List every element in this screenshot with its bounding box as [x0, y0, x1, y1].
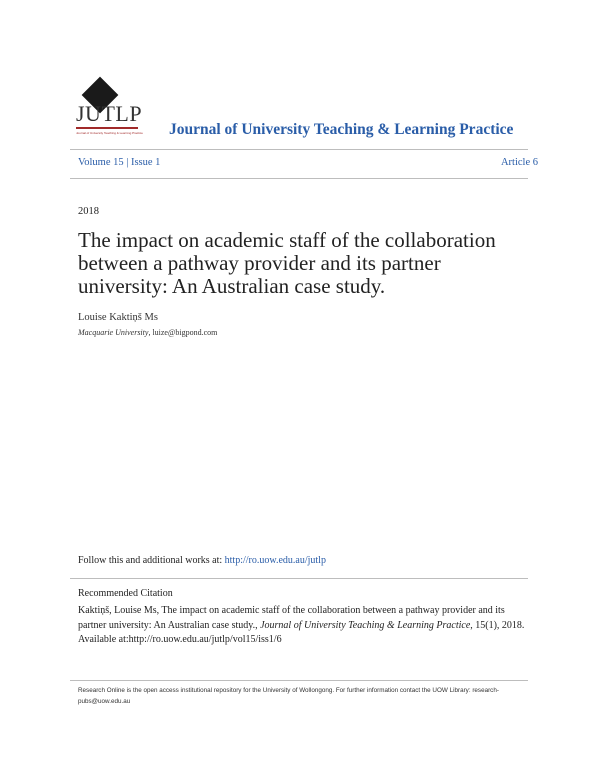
citation-text-after: , 15(1), 2018. — [470, 619, 525, 631]
footer-divider — [70, 680, 528, 681]
citation-divider — [70, 578, 528, 579]
article-number-link[interactable]: Article 6 — [500, 157, 538, 168]
header-divider-bottom — [70, 178, 528, 179]
recommended-citation-heading: Recommended Citation — [78, 588, 173, 599]
citation-text-before: Kaktiņš, Louise Ms, The impact on academic staff of the collaboration between a pathway provider and its partner university: An Australian case study., — [78, 605, 505, 631]
volume-issue-link[interactable]: Volume 15 | Issue 1 — [78, 157, 161, 168]
logo-text: JUTLP — [76, 101, 143, 126]
article-title: The impact on academic staff of the collaboration between a pathway provider and its partner university: An Australian case study. — [78, 228, 496, 298]
citation-text — [78, 604, 528, 648]
journal-title-link[interactable]: Journal of University Teaching & Learning Practice — [169, 121, 514, 138]
logo-subtext: Journal of University Teaching & Learning Practice — [76, 131, 143, 135]
header-divider-top — [70, 149, 528, 150]
affiliation-email: , luize@bigpond.com — [148, 328, 218, 337]
author-name: Louise Kaktiņš Ms — [78, 312, 158, 323]
follow-line — [78, 555, 326, 566]
citation-journal: Journal of University Teaching & Learning Practice — [260, 619, 471, 631]
author-affiliation — [78, 328, 217, 337]
publication-year: 2018 — [78, 206, 99, 217]
follow-text: Follow this and additional works at: — [78, 555, 225, 566]
journal-logo — [76, 82, 144, 138]
citation-available: Available at:http://ro.uow.edu.au/jutlp/vol15/iss1/6 — [78, 634, 282, 645]
follow-link[interactable]: http://ro.uow.edu.au/jutlp — [224, 555, 326, 566]
logo-underline — [76, 127, 138, 129]
footer-note: Research Online is the open access institutional repository for the University of Wollongong. For further information contact the UOW Library: research-pubs@uow.edu.au — [78, 687, 499, 705]
affiliation-institution: Macquarie University — [78, 328, 149, 337]
